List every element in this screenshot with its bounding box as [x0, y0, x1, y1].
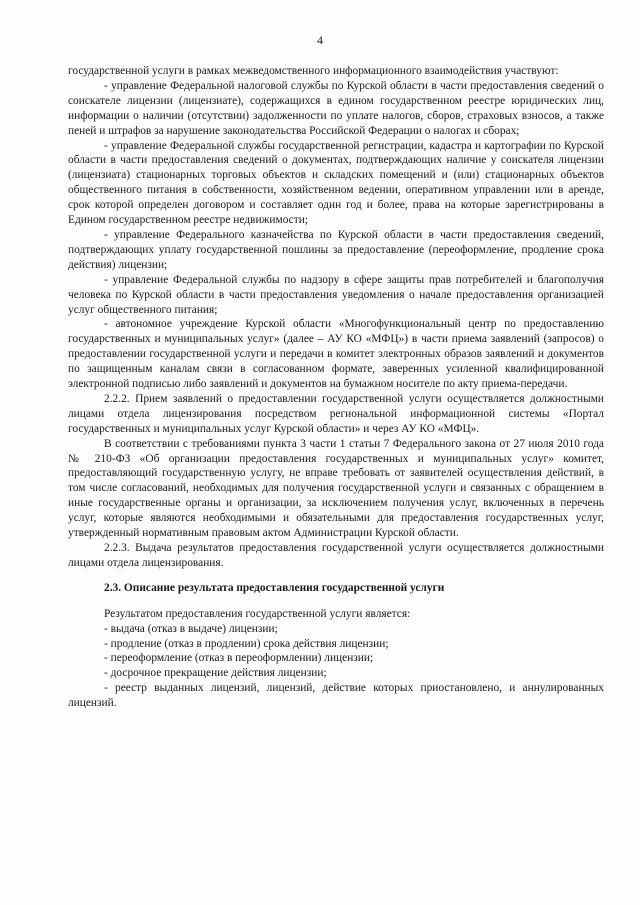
paragraph-rospotrebnadzor: - управление Федеральной службы по надзору в сфере защиты прав потребителей и благополучия человека по Курской области в части предоставления уведомления о начале предоставления организацией услуг общественного питания; [68, 273, 604, 316]
paragraph-rosreestr: - управление Федеральной службы государственной регистрации, кадастра и картографии по Курской области в части предоставления сведений о документах, подтверждающих наличие у соискателя лицензии (лицензиата) стационарных торговых объектов и складских помещений и (или) стационарных объектов общественного питания в собственности, хозяйственном ведении, оперативном управлении или в аренде, срок которой определен договором и составляет один год и более, права на которые зарегистрированы в Едином государственном реестре недвижимости; [68, 139, 604, 227]
paragraph-2-2-2: 2.2.2. Прием заявлений о предоставлении государственной услуги осуществляется должностными лицами отдела лицензирования посредством региональной информационной системы «Портал государственных и муниципальных услуг Курской области» и через АУ КО «МФЦ». [68, 392, 604, 435]
paragraph-law-requirements: В соответствии с требованиями пункта 3 части 1 статьи 7 Федерального закона от 27 июля 2010 года № 210-ФЗ «Об организации предоставления государственных и муниципальных услуг» комитет, предоставляющий государственную услугу, не вправе требовать от заявителей осуществления действий, в том числе согласований, необходимых для получения государственной услуги и связанных с обращением в иные государственные органы и организации, за исключением получения услуг, включенных в перечень услуг, которые являются необходимыми и обязательными для предоставления государственных услуг, утвержденный нормативным правовым актом Администрации Курской области. [68, 437, 604, 540]
paragraph-tax-service: - управление Федеральной налоговой службы по Курской области в части предоставления сведений о соискателе лицензии (лицензиате), содержащихся в едином государственном реестре юридических лиц, информации о наличии (отсутствии) задолженности по уплате налогов, сборов, страховых взносов, а также пеней и штрафов за нарушение законодательства Российской Федерации о налогах и сборах; [68, 79, 604, 137]
result-item: - выдача (отказ в выдаче) лицензии; [104, 622, 278, 635]
paragraph-treasury: - управление Федерального казначейства по Курской области в части предоставления сведений, подтверждающих уплату государственной пошлины за предоставление (переоформление, продление срока действия) лицензии; [68, 228, 604, 271]
page-number: 4 [317, 33, 323, 47]
result-item: - переоформление (отказ в переоформлении) лицензии; [104, 652, 374, 665]
section-heading: 2.3. Описание результата предоставления государственной услуги [104, 581, 445, 594]
paragraph-intro: государственной услуги в рамках межведомственного информационного взаимодействия участвуют: [68, 65, 559, 77]
result-item: - реестр выданных лицензий, лицензий, действие которых приостановлено, и аннулированных лицензий. [68, 682, 604, 710]
result-intro: Результатом предоставления государственной услуги является: [104, 607, 411, 620]
result-item: - продление (отказ в продлении) срока действия лицензии; [104, 637, 389, 650]
paragraph-2-2-3: 2.2.3. Выдача результатов предоставления государственной услуги осуществляется должностными лицами отдела лицензирования. [68, 542, 604, 569]
result-item: - досрочное прекращение действия лицензии; [104, 667, 327, 680]
paragraph-mfc: - автономное учреждение Курской области «Многофункциональный центр по предоставлению государственных и муниципальных услуг» (далее – АУ КО «МФЦ») в части приема заявлений (запросов) о предоставлении государственной услуги и передачи в комитет электронных образов заявлений и документов по защищенным каналам связи в согласованном формате, заверенных усиленной квалифицированной электронной подписью либо заявлений и документов на бумажном носителе по акту приема-передачи. [68, 318, 604, 391]
document-body [68, 64, 604, 711]
